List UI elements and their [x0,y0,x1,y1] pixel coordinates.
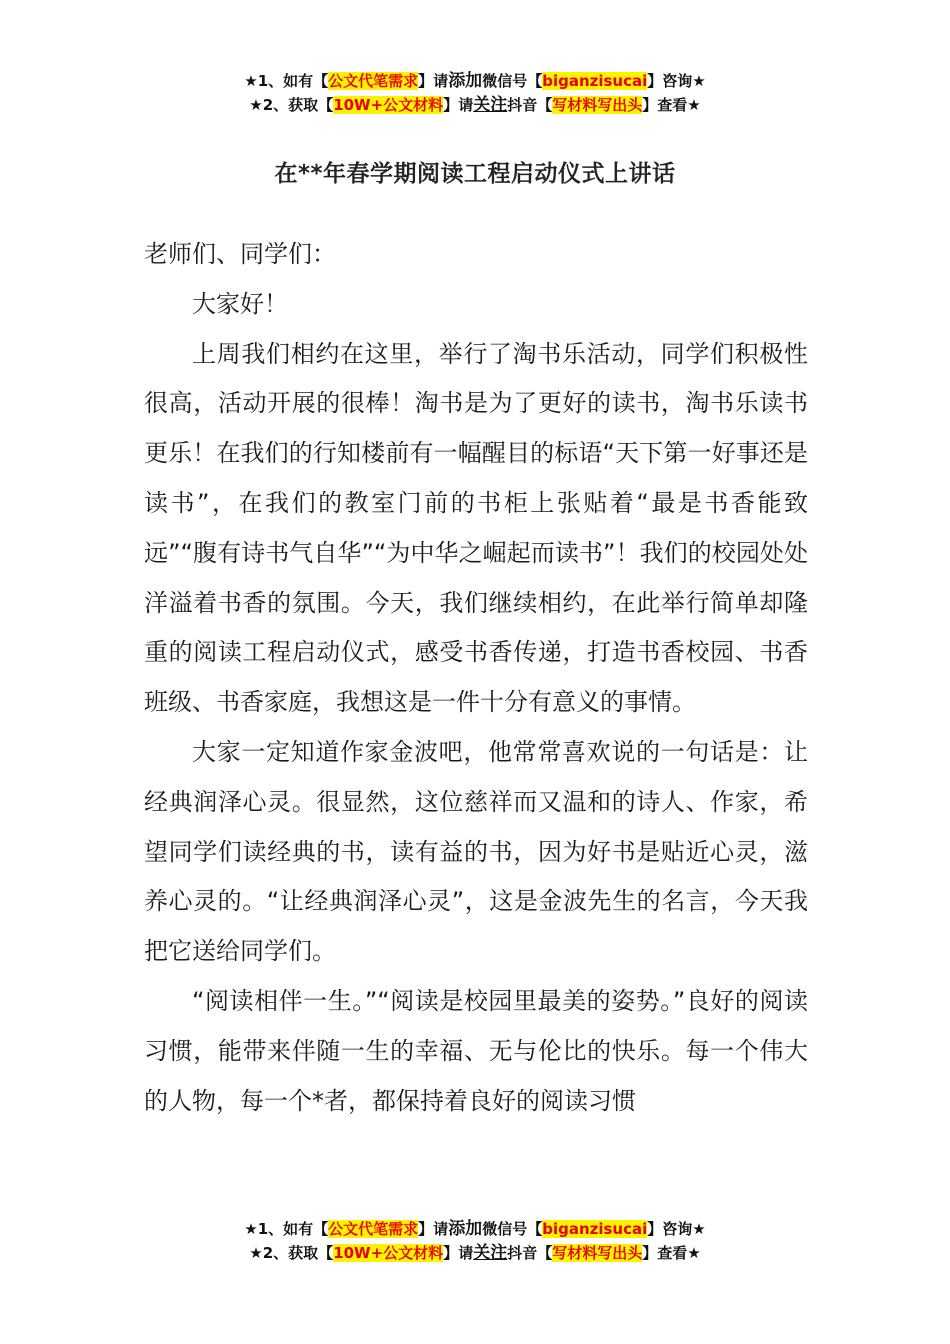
footer-promo-line-2 [0,1241,950,1265]
promo-2-mid: 】请 [443,96,474,114]
footer-promo-2-emphasis: 关注 [473,1243,508,1263]
promo-1-highlight-wechat: biganzisucai [542,72,648,90]
promo-1-highlight-service: 公文代笔需求 [328,72,419,90]
footer-promo-1-highlight-wechat: biganzisucai [542,1220,648,1238]
document-title: 在**年春学期阅读工程启动仪式上讲话 [274,161,676,187]
promo-2-mid2: 抖音【 [507,96,553,114]
promo-1-prefix: ★1、如有【 [244,72,329,90]
salutation: 老师们、同学们： [144,240,336,268]
promo-1-mid2: 微信号【 [482,72,543,90]
footer-promo-banner [0,1217,950,1265]
promo-line-1 [0,69,950,93]
footer-promo-2-prefix: ★2、获取【 [249,1244,334,1262]
footer-promo-1-mid2: 微信号【 [482,1220,543,1238]
footer-promo-1-prefix: ★1、如有【 [244,1220,329,1238]
document-body [144,230,808,1126]
promo-2-suffix: 】查看★ [642,96,701,114]
promo-2-highlight-douyin: 写材料写出头 [552,96,643,114]
paragraph-jinbo: 大家一定知道作家金波吧，他常常喜欢说的一句话是：让经典润泽心灵。很显然，这位慈祥而又温和的诗人、作家，希望同学们读经典的书，读有益的书，因为好书是贴近心灵，滋养心灵的。“让经典润泽心灵”，这是金波先生的名言，今天我把它送给同学们。 [144,737,808,966]
footer-promo-1-mid: 】请 [418,1220,449,1238]
footer-promo-2-mid2: 抖音【 [507,1244,553,1262]
promo-1-mid: 】请 [418,72,449,90]
paragraph-greeting: 大家好！ [192,289,288,318]
paragraph-activity: 上周我们相约在这里，举行了淘书乐活动，同学们积极性很高，活动开展的很棒！淘书是为了更好的读书，淘书乐读书更乐！在我们的行知楼前有一幅醒目的标语“天下第一好事还是读书”，在我们的教室门前的书柜上张贴着“最是书香能致远”“腹有诗书气自华”“为中华之崛起而读书”！我们的校园处处洋溢着书香的氛围。今天，我们继续相约，在此举行简单却隆重的阅读工程启动仪式，感受书香传递，打造书香校园、书香班级、书香家庭，我想这是一件十分有意义的事情。 [144,339,808,717]
paragraph-reading-habit: “阅读相伴一生。”“阅读是校园里最美的姿势。”良好的阅读习惯，能带来伴随一生的幸福、无与伦比的快乐。每一个伟大的人物，每一个*者，都保持着良好的阅读习惯 [144,986,808,1115]
promo-2-highlight-materials: 10W+公文材料 [333,96,444,114]
footer-promo-2-highlight-douyin: 写材料写出头 [552,1244,643,1262]
promo-1-suffix: 】咨询★ [647,72,706,90]
promo-1-emphasis: 添加 [448,71,483,91]
footer-promo-line-1 [0,1217,950,1241]
promo-line-2 [0,93,950,117]
header-promo-banner [0,69,950,117]
footer-promo-1-emphasis: 添加 [448,1219,483,1239]
footer-promo-1-suffix: 】咨询★ [647,1220,706,1238]
footer-promo-2-suffix: 】查看★ [642,1244,701,1262]
promo-2-prefix: ★2、获取【 [249,96,334,114]
footer-promo-2-highlight-materials: 10W+公文材料 [333,1244,444,1262]
promo-2-emphasis: 关注 [473,95,508,115]
footer-promo-2-mid: 】请 [443,1244,474,1262]
footer-promo-1-highlight-service: 公文代笔需求 [328,1220,419,1238]
